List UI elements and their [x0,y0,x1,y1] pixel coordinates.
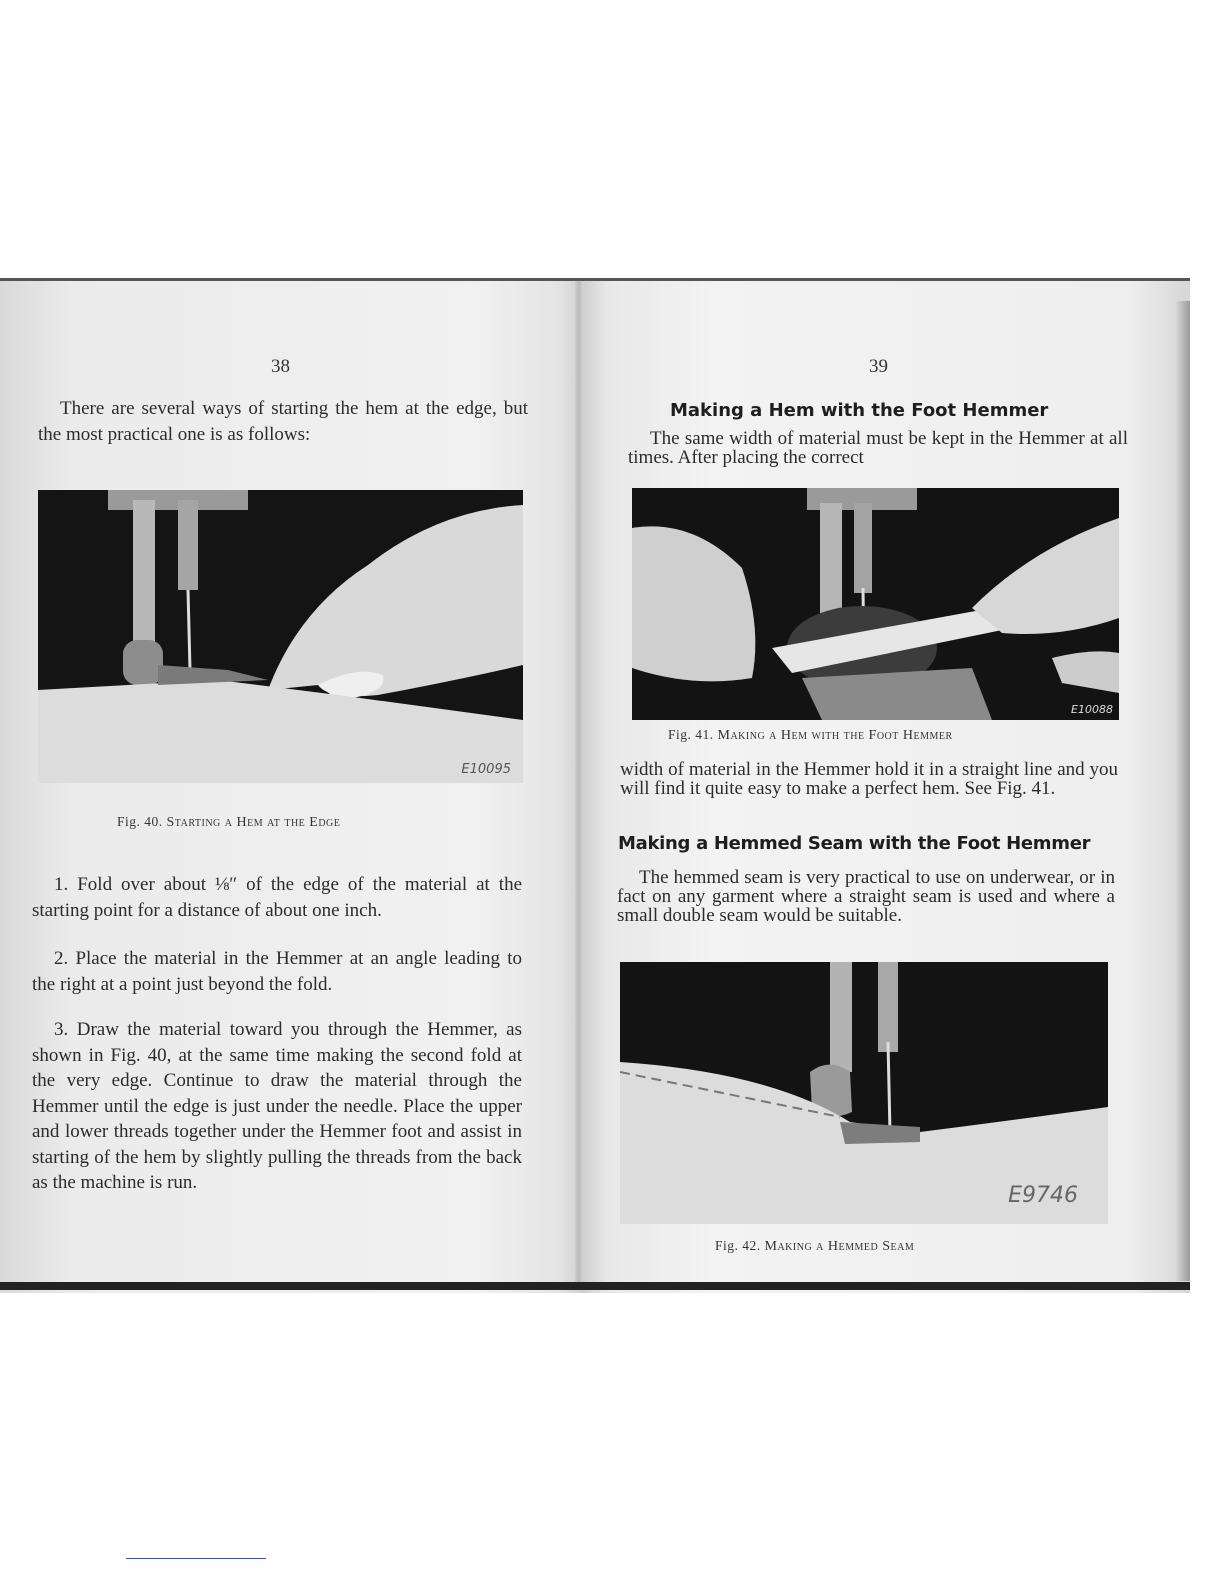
intro-paragraph: There are several ways of starting the hem at the edge, but the most practical one is as follows: [38,398,528,445]
page-number-right: 39 [869,356,888,377]
heading-hem-foot-hemmer: Making a Hem with the Foot Hemmer [670,400,1049,421]
spread-bottom-edge [0,1282,1190,1290]
underline-link[interactable] [126,1558,266,1559]
paragraph-hem-part-1: The same width of material must be kept in the Hemmer at all times. After placing the correct [628,428,1128,468]
figure-40-caption [117,814,340,831]
figure-41-caption [668,727,953,744]
figure-41-photo [632,488,1119,720]
book-gutter [575,281,583,1285]
step-1: 1. Fold over about ⅛″ of the edge of the material at the starting point for a distance of about one inch. [32,874,522,921]
figure-41-caption-text: Making a Hem with the Foot Hemmer [717,728,953,743]
figure-42-photo [620,962,1108,1224]
step-3: 3. Draw the material toward you through the Hemmer, as shown in Fig. 40, at the same time making the second fold at the very edge. Continue to draw the material through the Hemmer until the edge is just under the needle. Place the upper and lower threads together under the Hemmer foot and assist in starting of the hem by slightly pulling the threads from the back as the machine is run. [32,1019,522,1193]
figure-40-caption-prefix: Fig. 40. [117,814,163,829]
figure-40-photo [38,490,523,783]
figure-42-code: E9746 [1008,1183,1078,1208]
page-number-left: 38 [271,356,290,377]
figure-40-code: E10095 [461,762,511,777]
figure-40-caption-text: Starting a Hem at the Edge [166,815,341,830]
step-2: 2. Place the material in the Hemmer at an angle leading to the right at a point just beyond the fold. [32,948,522,995]
paragraph-hemmed-seam: The hemmed seam is very practical to use on underwear, or in fact on any garment where a straight seam is used and where a small double seam would be suitable. [617,867,1115,926]
figure-42-caption-text: Making a Hemmed Seam [764,1239,915,1254]
figure-42-caption [715,1238,914,1255]
heading-hemmed-seam: Making a Hemmed Seam with the Foot Hemmer [618,833,1091,854]
figure-42-caption-prefix: Fig. 42. [715,1238,761,1253]
paragraph-hem-part-2: width of material in the Hemmer hold it in a straight line and you will find it quite easy to make a perfect hem. See Fig. 41. [620,759,1118,799]
figure-41-caption-prefix: Fig. 41. [668,727,714,742]
figure-41-code: E10088 [1071,703,1113,716]
page-edge [1174,301,1190,1281]
